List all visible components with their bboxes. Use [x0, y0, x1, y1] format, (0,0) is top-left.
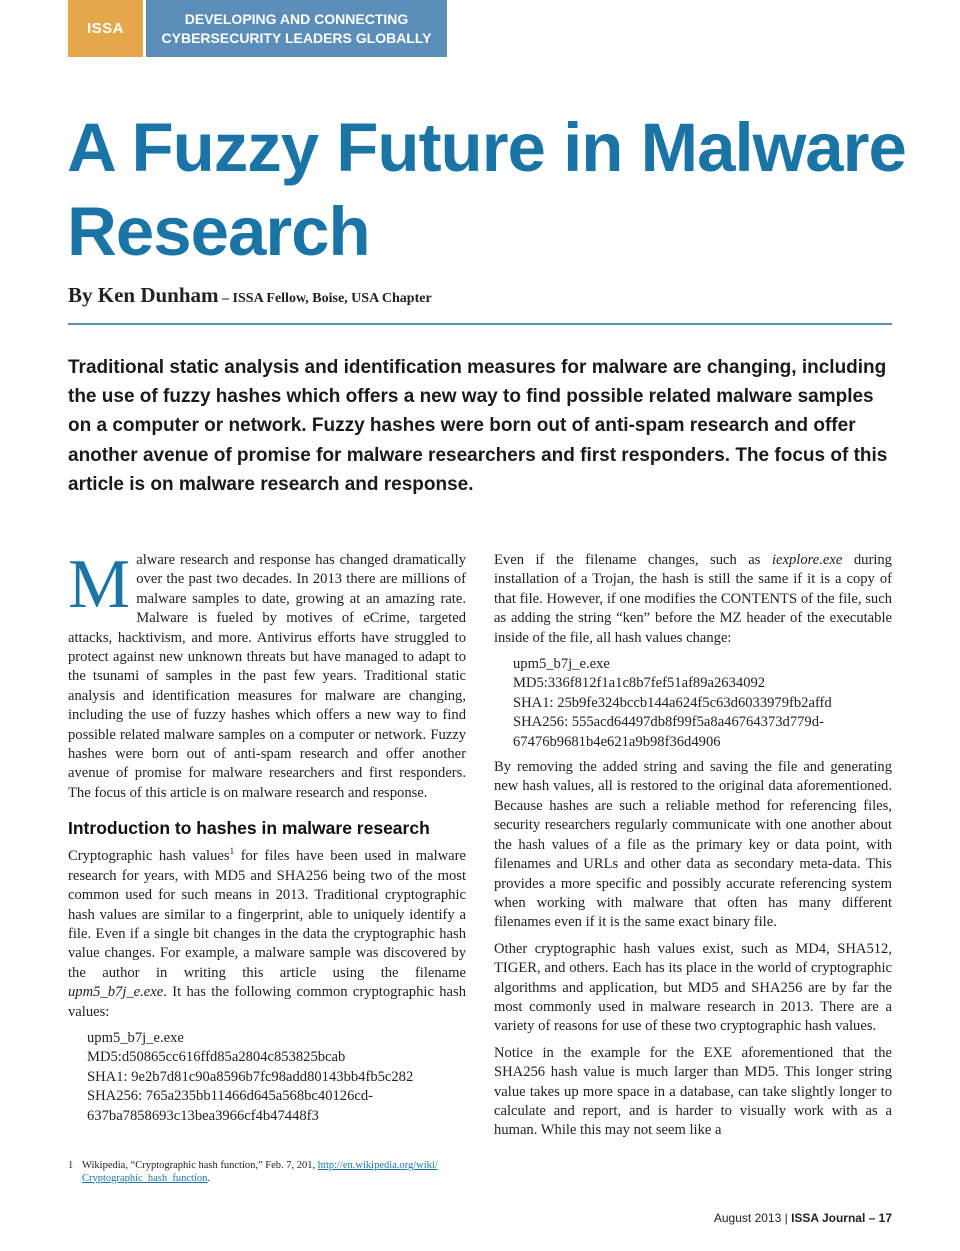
section-heading: Introduction to hashes in malware research: [68, 818, 430, 839]
hash-line: SHA1: 9e2b7d81c90a8596b7fc98add80143bb4fb5c282: [87, 1068, 414, 1085]
hash-line: MD5:336f812f1a1c8b7fef51af89a2634092: [513, 675, 766, 692]
intro-text: alware research and response has changed dramatically over the past two decades. In 2013 there are millions of malware samples to date, growing at an amazing rate. Malware is fueled by motives of eCrime, targeted attacks, hacktivism, and more. Antivirus efforts have struggled to protect against new unknown threats but have managed to adapt to the tsunami of samples in the past few years. Traditional static analysis and identification measures for malware are changing, including the use of fuzzy hashes which offers a new way to find possible related malware samples on a computer or network. Fuzzy hashes were born out of anti-spam research and offer another avenue of promise for malware researchers and first responders. The focus of this article is on malware research and response.: [68, 552, 466, 801]
paragraph-text: Even if the filename changes, such as: [494, 552, 772, 568]
hash-line: upm5_b7j_e.exe: [513, 656, 610, 673]
article-title: A Fuzzy Future in Malware Research: [67, 109, 906, 270]
hash-paragraph-text: for files have been used in malware research for years, with MD5 and SHA256 being two of the most common used for such means in 2013. Traditional cryptographic hash values are similar to a fingerprint, able to uniquely identify a file. Even if a single bit changes in the data the cryptographic hash value changes. For example, a malware sample was discovered by the author in writing this article using the filename: [68, 848, 466, 981]
footnote-ref[interactable]: 1: [229, 846, 235, 857]
footnote-number: 1: [68, 1160, 74, 1171]
filename-paragraph: [494, 551, 892, 648]
hash-listing: [87, 1029, 466, 1126]
body-paragraph: Other cryptographic hash values exist, such as MD4, SHA512, TIGER, and others. Each has its place in the world of cryptographic algorithms and application, but MD5 and SHA256 are by far the most commonly used in malware research in 2013. There are a variety of reasons for use of these two cryptographic hash values.: [494, 940, 892, 1035]
page-footer: [714, 1211, 892, 1225]
right-column: [494, 551, 892, 1148]
author-name: By Ken Dunham: [68, 283, 219, 307]
hash-line: upm5_b7j_e.exe: [87, 1029, 184, 1046]
author-affiliation: – ISSA Fellow, Boise, USA Chapter: [218, 291, 432, 306]
drop-cap: M: [68, 546, 131, 623]
hash-line: SHA256: 555acd64497db8f99f5a8a46764373d779d-: [513, 714, 824, 731]
hash-line: SHA1: 25b9fe324bccb144a624f5c63d6033979fb2affd: [513, 694, 832, 711]
body-paragraph: Notice in the example for the EXE aforementioned that the SHA256 hash value is much larger than MD5. This longer string value takes up more space in a database, can take slightly longer to calculate and report, and is harder to visually work with as a human. While this may not seem like a: [494, 1044, 892, 1139]
tagline-line-1: DEVELOPING AND CONNECTING: [184, 10, 409, 27]
footnote-link[interactable]: Cryptographic_hash_function: [82, 1172, 208, 1184]
left-column: [68, 546, 466, 1132]
byline: [68, 283, 432, 308]
title-divider: [68, 323, 892, 325]
filename: iexplore.exe: [772, 552, 843, 568]
paragraph-text: during installation of a Trojan, the hash is still the same if it is a copy of that file. However, if one modifies the CONTENTS of the file, such as adding the string “ken” before the MZ header of the executable inside of the file, all hash values change:: [494, 552, 892, 646]
issa-banner-label: ISSA: [68, 0, 143, 57]
body-paragraph: By removing the added string and saving the file and generating new hash values, all is restored to the original data aforementioned. Because hashes are such a reliable method for referencing files, security researchers regularly communicate with one another about the hash values of a file as the primary key or data point, with filenames and URLs and other data as secondary meta-data. This provides a more specific and possibly accurate referencing system when working with malware that often has many different filenames even if it is the same exact binary file.: [494, 759, 892, 931]
footnote-end: .: [207, 1172, 211, 1184]
article-abstract: Traditional static analysis and identification measures for malware are changing, including the use of fuzzy hashes which offers a new way to find possible related malware samples on a computer or network. Fuzzy hashes were born out of anti-spam research and offer another avenue of promise for malware researchers and first responders. The focus of this article is on malware research and response.: [68, 357, 888, 495]
footer-journal: ISSA Journal – 17: [791, 1211, 892, 1225]
intro-paragraph: [68, 546, 466, 803]
footnote: [68, 1160, 466, 1185]
hash-line: MD5:d50865cc616ffd85a2804c853825bcab: [87, 1049, 346, 1066]
hash-paragraph-text: Cryptographic hash values: [68, 848, 230, 865]
footnote-text: Wikipedia, “Cryptographic hash function,” Feb. 7, 201,: [82, 1160, 318, 1171]
hash-listing: [513, 655, 892, 752]
footer-date: August 2013 |: [713, 1211, 792, 1225]
hash-line: SHA256: 765a235bb11466d645a568bc40126cd-: [87, 1088, 374, 1105]
filename: upm5_b7j_e.exe: [68, 984, 164, 1001]
hash-paragraph-text: . It has the following common cryptographic hash values:: [68, 984, 466, 1020]
tagline-line-2: CYBERSECURITY LEADERS GLOBALLY: [161, 29, 432, 46]
hash-line: 637ba7858693c13bea3966cf4b47448f3: [87, 1107, 319, 1124]
hash-paragraph: [68, 847, 466, 1022]
hash-line: 67476b9681b4e621a9b98f36d4906: [513, 733, 721, 750]
footnote-link[interactable]: http://en.wikipedia.org/wiki/: [317, 1160, 438, 1171]
tagline-banner: [146, 0, 447, 57]
